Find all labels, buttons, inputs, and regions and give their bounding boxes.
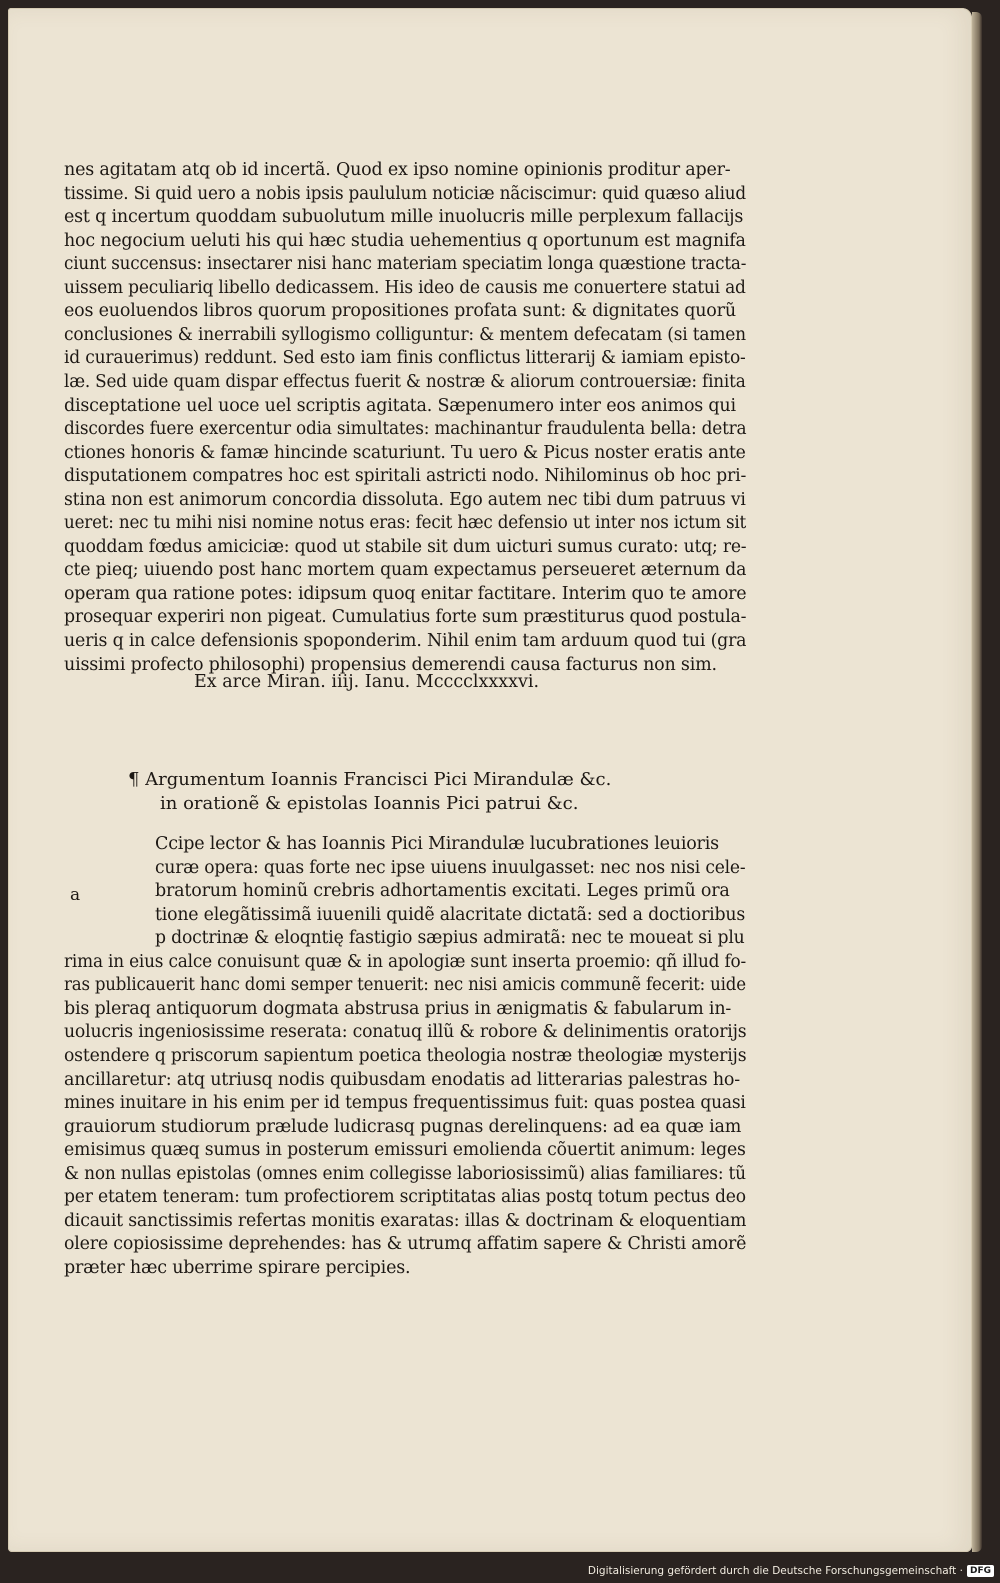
text-line: rima in eius calce conuisunt quæ & in apologiæ sunt inserta proemio: qñ illud fo- xyxy=(64,951,747,972)
text-line: emisimus quæq sumus in posterum emissuri emolienda cõuertit animum: leges xyxy=(64,1140,746,1161)
margin-signature-mark: a xyxy=(70,885,81,905)
text-line: uolucris ingeniosissime reserata: conatuq illũ & robore & delinimentis oratorijs xyxy=(64,1022,747,1043)
page-edge xyxy=(972,12,982,1552)
text-line: disceptatione uel uoce uel scriptis agitata. Sæpenumero inter eos animos qui xyxy=(64,395,736,416)
text-line: ras publicauerit hanc domi semper tenuerit: nec nisi amicis communẽ fecerit: uide xyxy=(64,975,746,996)
digitization-footer xyxy=(588,1561,994,1581)
argument-heading xyxy=(128,768,611,816)
text-line: dicauit sanctissimis refertas monitis exaratas: illas & doctrinam & eloquentiam xyxy=(64,1210,747,1231)
text-line: per etatem teneram: tum profectiorem scriptitatas alias postq totum pectus deo xyxy=(64,1187,746,1208)
text-line: Ccipe lector & has Ioannis Pici Mirandulæ lucubrationes leuioris xyxy=(155,834,719,854)
text-line: hoc negocium ueluti his qui hæc studia uehementius q oportunum est magnifa xyxy=(64,230,746,251)
text-line: tione elegãtissimã iuuenili quidẽ alacritate dictatã: sed a doctioribus xyxy=(155,904,746,925)
text-line: ciunt succensus: insectarer nisi hanc materiam speciatim longa quæstione tracta- xyxy=(64,254,747,275)
heading-line-1: ¶ Argumentum Ioannis Francisci Pici Mirandulæ &c. xyxy=(128,769,612,790)
text-line: curæ opera: quas forte nec ipse uiuens inuulgasset: nec nos nisi cele- xyxy=(155,857,746,878)
text-line: bis pleraq antiquorum dogmata abstrusa prius in ænigmatis & fabularum in- xyxy=(64,998,732,1019)
text-line: ctiones honoris & famæ hincinde scaturiunt. Tu uero & Picus noster eratis ante xyxy=(64,442,746,463)
text-line: prosequar experiri non pigeat. Cumulatius forte sum præstiturus quod postula- xyxy=(64,607,747,628)
text-line: disputationem compatres hoc est spiritali astricti nodo. Nihilominus ob hoc pri- xyxy=(64,466,747,487)
text-line: bratorum hominũ crebris adhortamentis excitati. Leges primũ ora xyxy=(155,881,730,902)
text-line: nes agitatam atq ob id incertã. Quod ex ipso nomine opinionis proditur aper- xyxy=(64,160,731,180)
text-line: & non nullas epistolas (omnes enim collegisse laboriosissimũ) alias familiares: tũ xyxy=(64,1163,746,1184)
text-line: læ. Sed uide quam dispar effectus fuerit & nostræ & aliorum controuersiæ: finita xyxy=(64,371,746,392)
text-line: id curauerimus) reddunt. Sed esto iam finis conflictus litterarij & iamiam episto- xyxy=(64,348,746,369)
dfg-logo: DFG xyxy=(967,1565,994,1577)
text-line: ostendere q priscorum sapientum poetica theologia nostræ theologiæ mysterijs xyxy=(64,1045,747,1066)
text-line: ueris q in calce defensionis spoponderim. Nihil enim tam arduum quod tui (gra xyxy=(64,631,747,651)
text-line: p doctrinæ & eloqntię fastigio sæpius admiratã: nec te moueat si plu xyxy=(155,928,745,949)
text-line: stina non est animorum concordia dissoluta. Ego autem nec tibi dum patruus vi xyxy=(64,489,746,510)
text-line: tissime. Si quid uero a nobis ipsis paululum noticiæ nãciscimur: quid quæso aliud xyxy=(64,183,746,204)
text-line: olere copiosissime deprehendes: has & utrumq affatim sapere & Christi amorẽ xyxy=(64,1234,747,1255)
text-line: eos euoluendos libros quorum propositiones profata sunt: & dignitates quorũ xyxy=(64,301,736,322)
text-line: uissem peculiariq libello dedicassem. His ideo de causis me conuertere statui ad xyxy=(64,277,746,298)
heading-line-2: in orationẽ & epistolas Ioannis Pici patrui &c. xyxy=(160,793,579,814)
dateline-signature: Ex arce Miran. iiij. Ianu. Mcccclxxxxvi. xyxy=(194,672,540,692)
text-line: cte pieq; uiuendo post hanc mortem quam expectamus perseueret æternum da xyxy=(64,560,747,581)
text-line: quoddam fœdus amiciciæ: quod ut stabile sit dum uicturi sumus curato: utq; re- xyxy=(64,536,747,557)
text-line: præter hæc uberrime spirare percipies. xyxy=(64,1257,411,1278)
text-line: discordes fuere exercentur odia simultates: machinantur fraudulenta bella: detra xyxy=(64,419,747,440)
text-line: mines inuitare in his enim per id tempus frequentissimus fuit: quas postea quasi xyxy=(64,1093,746,1114)
text-line: ueret: nec tu mihi nisi nomine notus eras: fecit hæc defensio ut inter nos ictum sit xyxy=(64,513,747,534)
text-line: operam qua ratione potes: idipsum quoq enitar factitare. Interim quo te amore xyxy=(64,583,747,604)
text-line: grauiorum studiorum prælude ludicrasq pugnas derelinquens: ad ea quæ iam xyxy=(64,1116,742,1137)
text-line: est q incertum quoddam subuolutum mille inuolucris mille perplexum fallacijs xyxy=(64,207,744,228)
text-line: uissimi profecto philosophi) propensius demerendi causa facturus non sim. xyxy=(64,654,717,675)
funding-notice: Digitalisierung gefördert durch die Deutsche Forschungsgemeinschaft · xyxy=(587,1565,963,1577)
book-page xyxy=(8,8,972,1552)
text-line: ancillaretur: atq utriusq nodis quibusdam enodatis ad litterarias palestras ho- xyxy=(64,1069,740,1090)
text-line: conclusiones & inerrabili syllogismo colliguntur: & mentem defecatam (si tamen xyxy=(64,324,746,345)
